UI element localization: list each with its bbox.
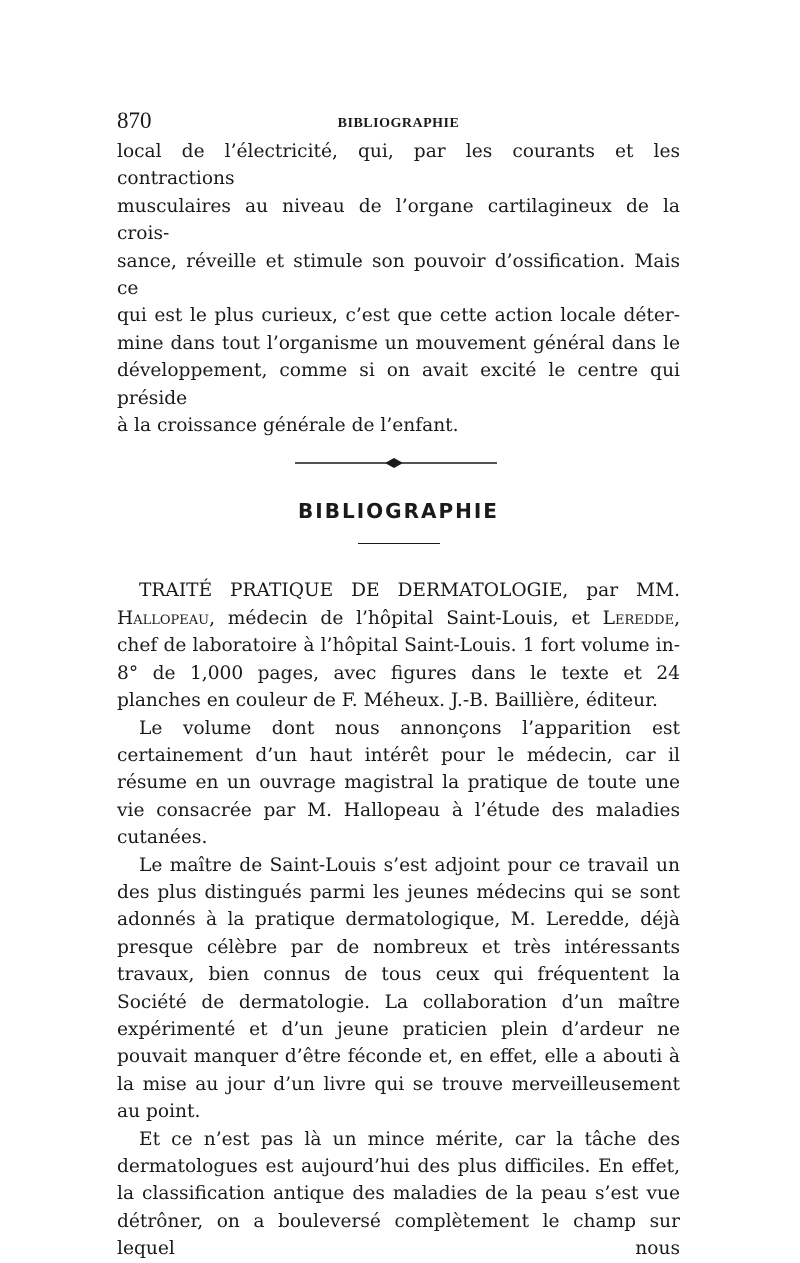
book-details: , chef de laboratoire à l’hôpital Saint-Louis. 1 fort volume in-8° de 1,000 pages, avec figures dans le texte et 24 planches en couleur de F. Méheux. J.-B. Baillière, éditeur. <box>117 607 680 712</box>
book-entry <box>117 577 680 714</box>
page <box>117 108 680 1263</box>
author-description: , médecin de l’hôpital Saint-Louis, et <box>209 607 603 629</box>
author-name: Leredde <box>602 607 675 629</box>
continuation-paragraph <box>117 138 680 439</box>
ornament-divider <box>117 451 680 475</box>
author-name: Hallopeau <box>117 607 210 629</box>
text-line: sance, réveille et stimule son pouvoir d’ossification. Mais ce <box>117 250 680 300</box>
review-paragraph: Le volume dont nous annonçons l’apparition est certainement d’un haut intérêt pour le médecin, car il résume en un ouvrage magistral la pratique de toute une vie consacrée par M. Hallopeau à l’étude des maladies cutanées. <box>117 717 680 849</box>
section-title: BIBLIOGRAPHIE <box>298 499 499 524</box>
book-title: TRAITÉ PRATIQUE DE DERMATOLOGIE, par MM. <box>139 580 680 602</box>
review-paragraph: Et ce n’est pas là un mince mérite, car la tâche des dermatologues est aujourd’hui des plus difficiles. En effet, la classification antique des maladies de la peau s’est vue détrôner, on a bouleversé complètement le champ sur lequel nous <box>117 1128 680 1260</box>
running-head <box>117 108 680 138</box>
text-line: à la croissance générale de l’enfant. <box>117 415 459 437</box>
text-line: musculaires au niveau de l’organe cartilagineux de la crois- <box>117 195 680 245</box>
title-underline <box>358 543 440 544</box>
text-line: qui est le plus curieux, c’est que cette action locale déter- <box>117 305 680 327</box>
review-paragraph: Le maître de Saint-Louis s’est adjoint pour ce travail un des plus distingués parmi les jeunes médecins qui se sont adonnés à la pratique dermatologique, M. Leredde, déjà presque célèbre par de nombreux et très intéressants travaux, bien connus de tous ceux qui fréquentent la Société de dermatologie. La collaboration d’un maître expérimenté et d’un jeune praticien plein d’ardeur ne pouvait manquer d’être féconde et, en effet, elle a abouti à la mise au jour d’un livre qui se trouve merveilleusement au point. <box>117 854 680 1123</box>
running-title: BIBLIOGRAPHIE <box>337 116 460 131</box>
diamond-rule-icon <box>291 451 501 475</box>
text-line: mine dans tout l’organisme un mouvement général dans le <box>117 332 680 354</box>
text-line: local de l’électricité, qui, par les courants et les contractions <box>117 141 680 190</box>
page-number: 870 <box>117 108 152 133</box>
text-line: développement, comme si on avait excité le centre qui préside <box>117 360 680 409</box>
